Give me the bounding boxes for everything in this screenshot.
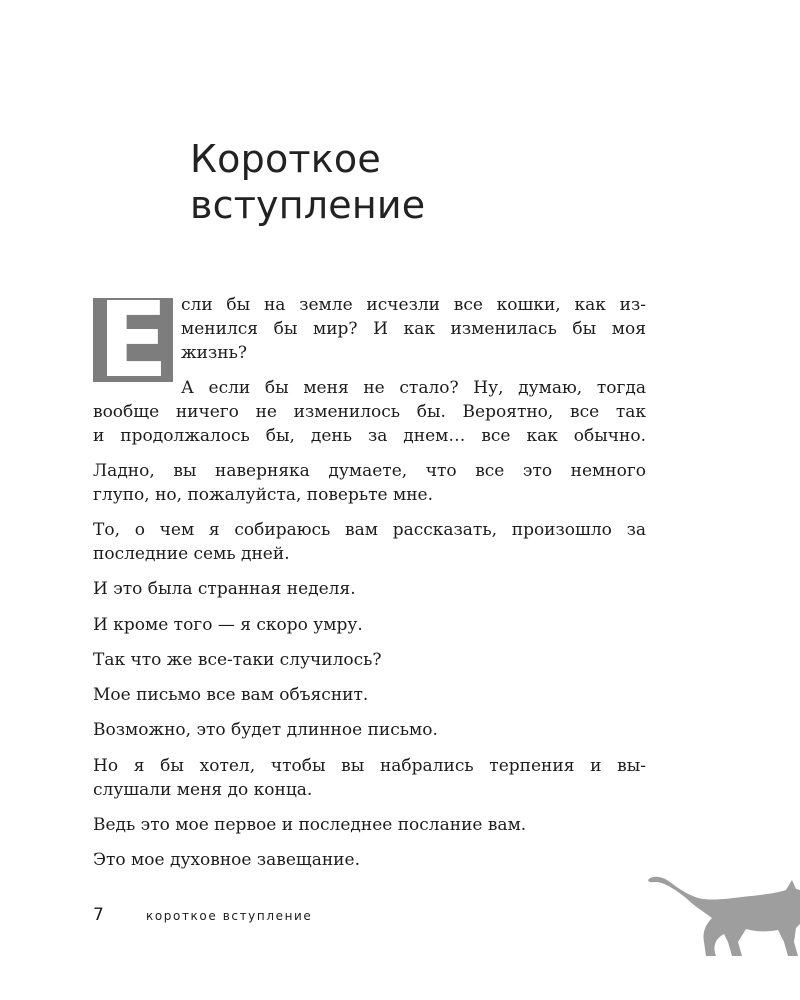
paragraph-7: Так что же все-таки случилось? xyxy=(93,650,382,670)
paragraph-8: Мое письмо все вам объяснит. xyxy=(93,685,369,705)
paragraph-12: Это мое духовное завещание. xyxy=(93,850,360,870)
paragraph-3-line-2: глупо, но, пожалуйста, поверьте мне. xyxy=(93,485,434,505)
paragraph-6: И кроме того — я скоро умру. xyxy=(93,615,363,635)
paragraph-1-line-1: сли бы на земле исчезли все кошки, как из- xyxy=(181,295,646,315)
running-head: короткое вступление xyxy=(146,909,313,923)
chapter-title-line-1: Короткое xyxy=(190,137,381,181)
paragraph-5: И это была странная неделя. xyxy=(93,579,356,599)
paragraph-10-line-2: слушали меня до конца. xyxy=(93,780,313,800)
paragraph-9: Возможно, это будет длинное письмо. xyxy=(93,720,438,740)
chapter-title xyxy=(190,136,425,228)
paragraph-4-line-1: То, о чем я собираюсь вам рассказать, произошло за xyxy=(93,520,646,540)
paragraph-1-line-3: жизнь? xyxy=(181,343,247,363)
page-number: 7 xyxy=(93,905,104,925)
cat-silhouette-icon xyxy=(646,872,800,956)
paragraph-1-line-2: менился бы мир? И как изменилась бы моя xyxy=(181,319,646,339)
svg-text:Е: Е xyxy=(97,298,169,382)
drop-cap-letter xyxy=(93,298,173,382)
paragraph-11: Ведь это мое первое и последнее послание вам. xyxy=(93,815,527,835)
paragraph-2-line-2: вообще ничего не изменилось бы. Вероятно, все так xyxy=(93,402,646,422)
chapter-title-line-2: вступление xyxy=(190,183,426,227)
paragraph-10-line-1: Но я бы хотел, чтобы вы набрались терпения и вы- xyxy=(93,756,646,776)
paragraph-2-line-1: А если бы меня не стало? Ну, думаю, тогда xyxy=(181,378,646,398)
drop-cap xyxy=(93,298,173,382)
paragraph-3-line-1: Ладно, вы наверняка думаете, что все это немного xyxy=(93,461,646,481)
paragraph-2-line-3: и продолжалось бы, день за днем… все как обычно. xyxy=(93,426,646,446)
paragraph-4-line-2: последние семь дней. xyxy=(93,544,290,564)
